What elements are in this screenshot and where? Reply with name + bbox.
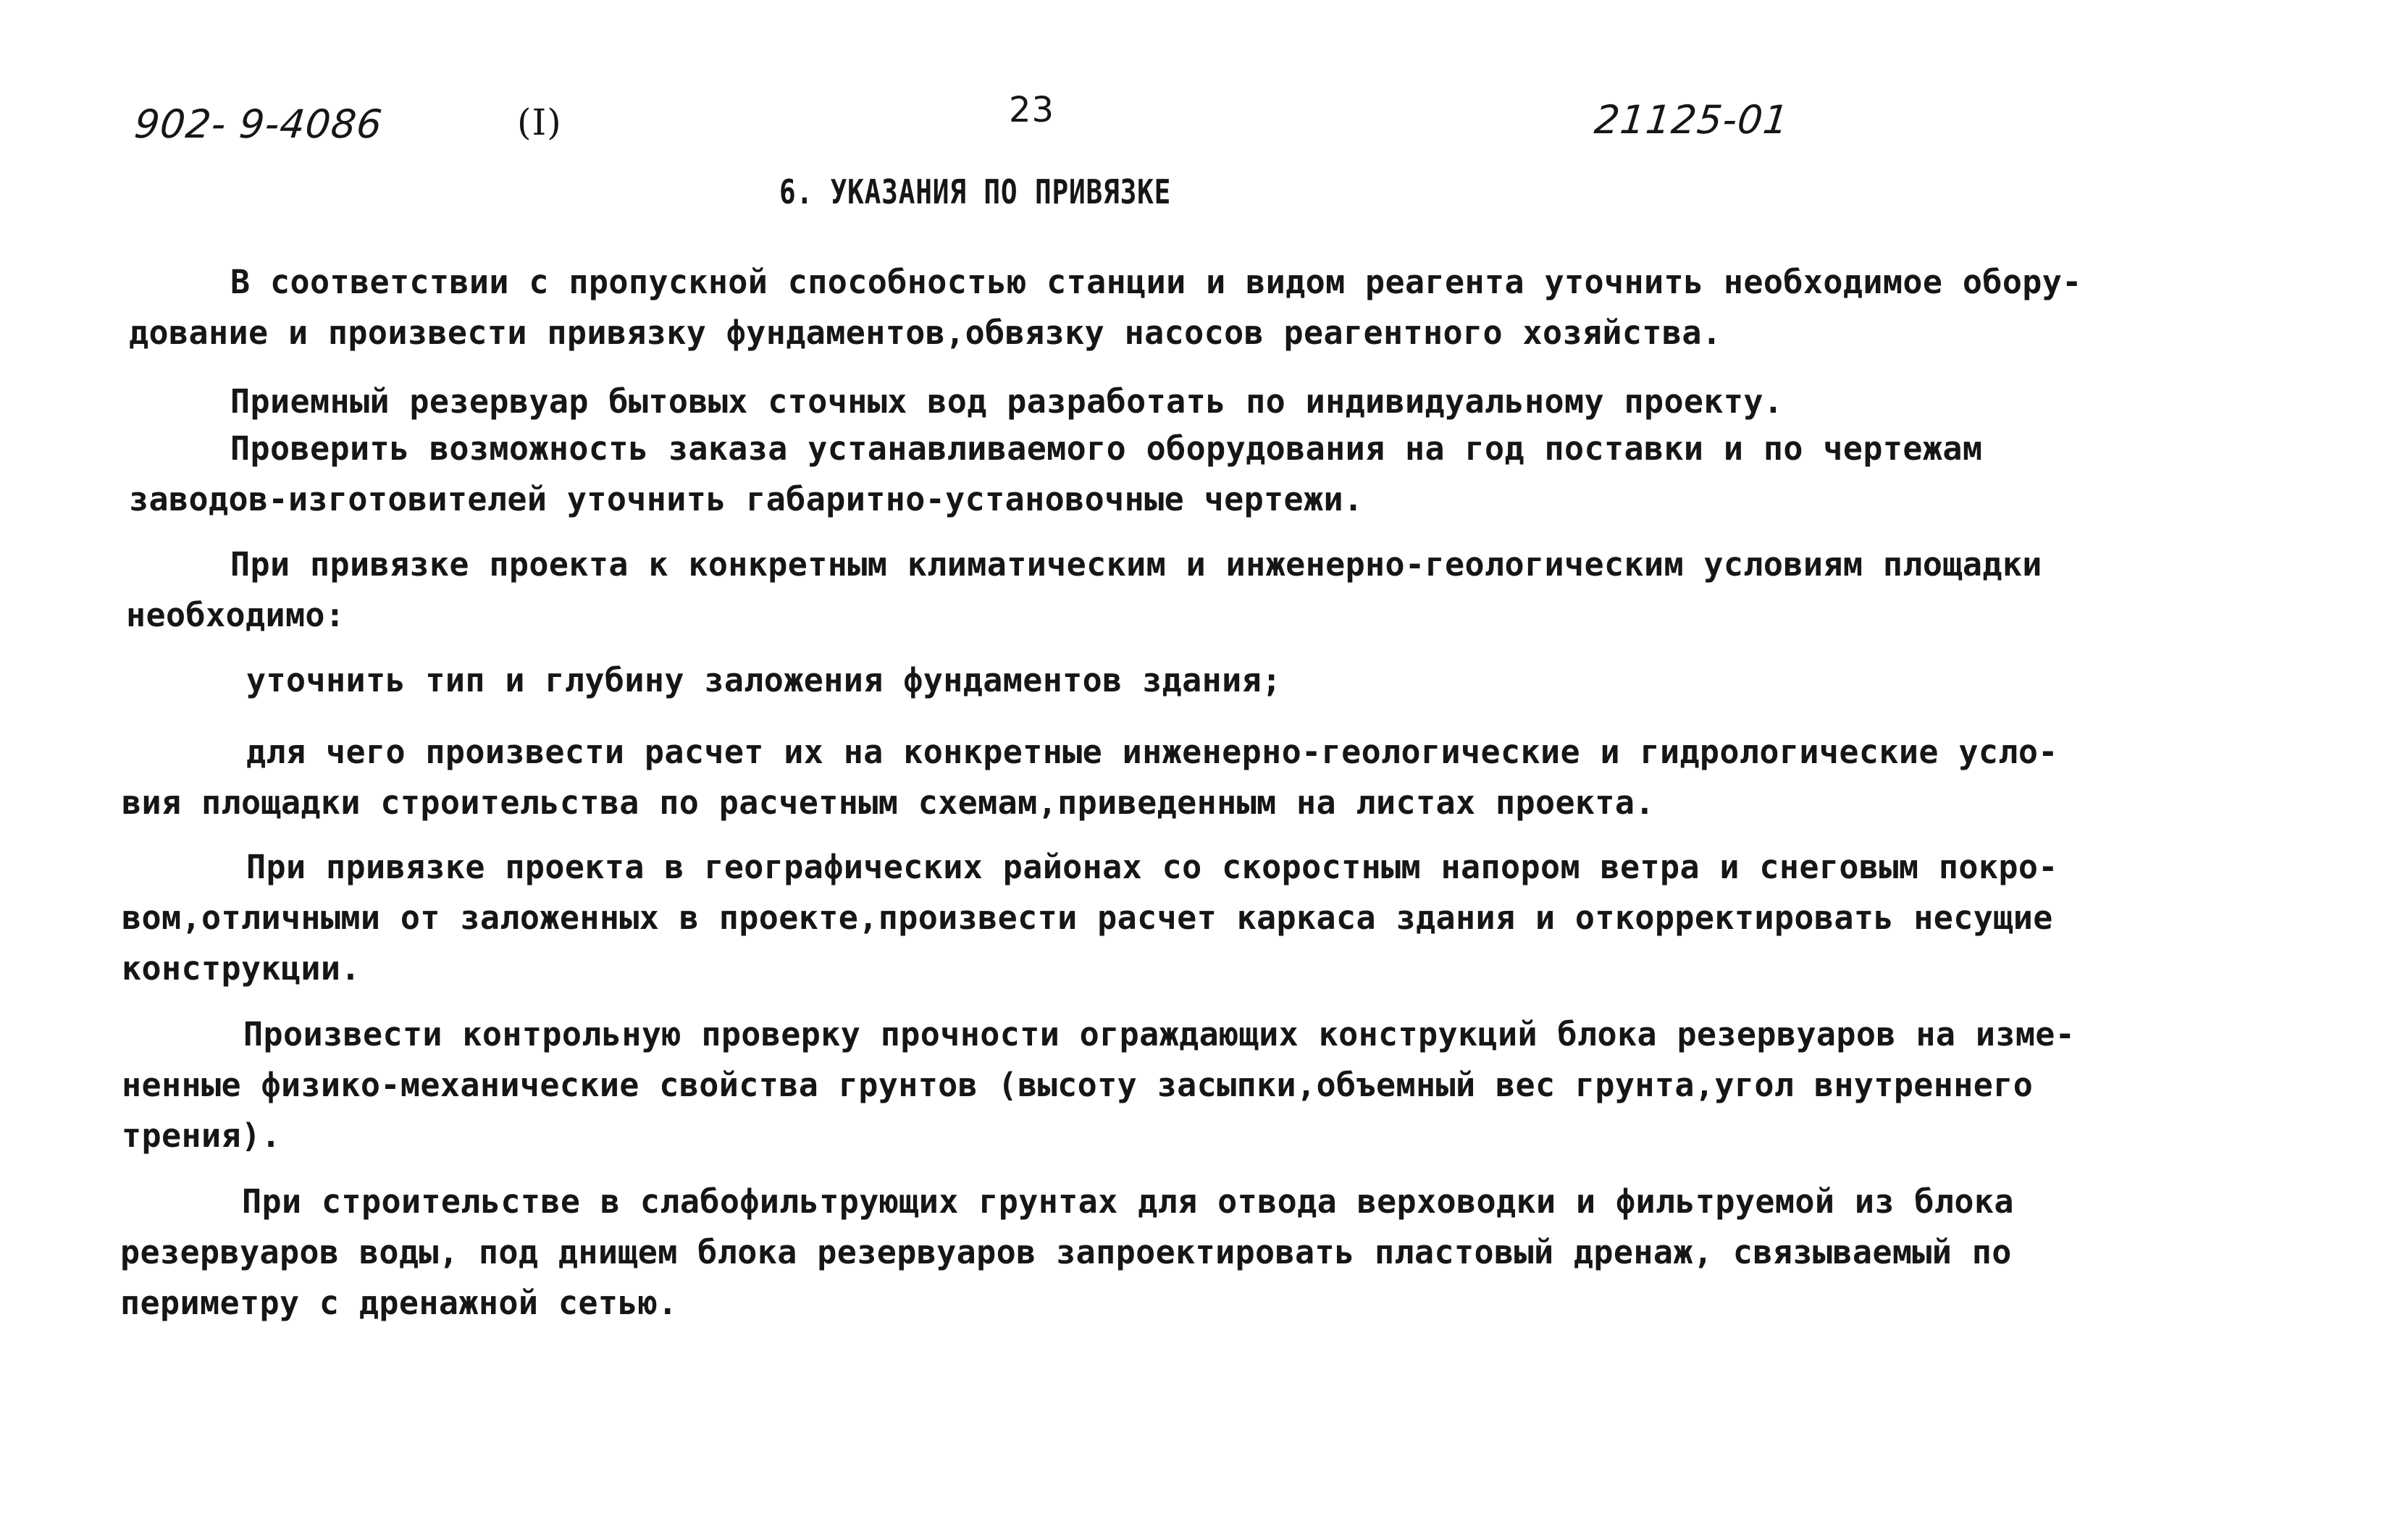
paragraph-line: дование и произвести привязку фундаментов,обвязку насосов реагентного хозяйства. xyxy=(129,314,1722,352)
paragraph-reservoir xyxy=(230,376,2157,427)
paragraph-site-conditions xyxy=(126,539,2052,641)
project-code: 21125-01 xyxy=(1592,97,1792,143)
section-title: 6. УКАЗАНИЯ ПО ПРИВЯЗКЕ xyxy=(779,172,1172,211)
document-code: 902- 9-4086 xyxy=(132,101,385,147)
paragraph-wind-snow xyxy=(122,842,2058,994)
paragraph-line: Приемный резервуар бытовых сточных вод разработать по индивидуальному проекту. xyxy=(230,382,1784,421)
paragraph-line: уточнить тип и глубину заложения фундаментов здания; xyxy=(246,661,1282,699)
paragraph-line: заводов-изготовителей уточнить габаритно-установочные чертежи. xyxy=(129,480,1364,518)
paragraph-line: Проверить возможность заказа устанавливаемого оборудования на год поставки и по чертежам xyxy=(230,429,1983,468)
paragraph-calculation xyxy=(122,727,2058,828)
paragraph-line: При строительстве в слабофильтрующих грунтах для отвода верховодки и фильтруемой из блока xyxy=(242,1182,2014,1221)
paragraph-line: вом,отличными от заложенных в проекте,произвести расчет каркаса здания и откорректировать несущие xyxy=(122,899,2053,937)
sheet-part-number: (I) xyxy=(517,101,562,143)
paragraph-line: вия площадки строительства по расчетным схемам,приведенным на листах проекта. xyxy=(122,783,1655,822)
paragraph-strength-check xyxy=(122,1009,2076,1161)
paragraph-line: ненные физико-механические свойства грунтов (высоту засыпки,объемный вес грунта,угол внутреннего xyxy=(122,1066,2034,1104)
paragraph-line: необходимо: xyxy=(126,596,345,634)
paragraph-line: Произвести контрольную проверку прочности ограждающих конструкций блока резервуаров на изме- xyxy=(243,1015,2076,1053)
paragraph-line: При привязке проекта к конкретным климатическим и инженерно-геологическим условиям площадки xyxy=(230,545,2042,584)
paragraph-line: резервуаров воды, под днищем блока резервуаров запроектировать пластовый дренаж, связываемый по xyxy=(120,1233,2012,1271)
paragraph-line: конструкции. xyxy=(122,949,361,988)
paragraph-line: При привязке проекта в географических районах со скоростным напором ветра и снеговым покро- xyxy=(246,848,2058,886)
paragraph-drainage xyxy=(120,1177,2047,1329)
paragraph-line: В соответствии с пропускной способностью станции и видом реагента уточнить необходимое обору- xyxy=(230,263,2082,301)
paragraph-line: трения). xyxy=(122,1116,281,1155)
paragraph-line: для чего произвести расчет их на конкретные инженерно-геологические и гидрологические усло- xyxy=(246,733,2058,771)
paragraph-foundation-type xyxy=(246,655,2173,706)
page-number: 23 xyxy=(1009,90,1055,130)
paragraph-line: периметру с дренажной сетью. xyxy=(120,1284,678,1322)
paragraph-order-check xyxy=(129,424,2055,525)
paragraph-equipment xyxy=(129,257,2082,358)
